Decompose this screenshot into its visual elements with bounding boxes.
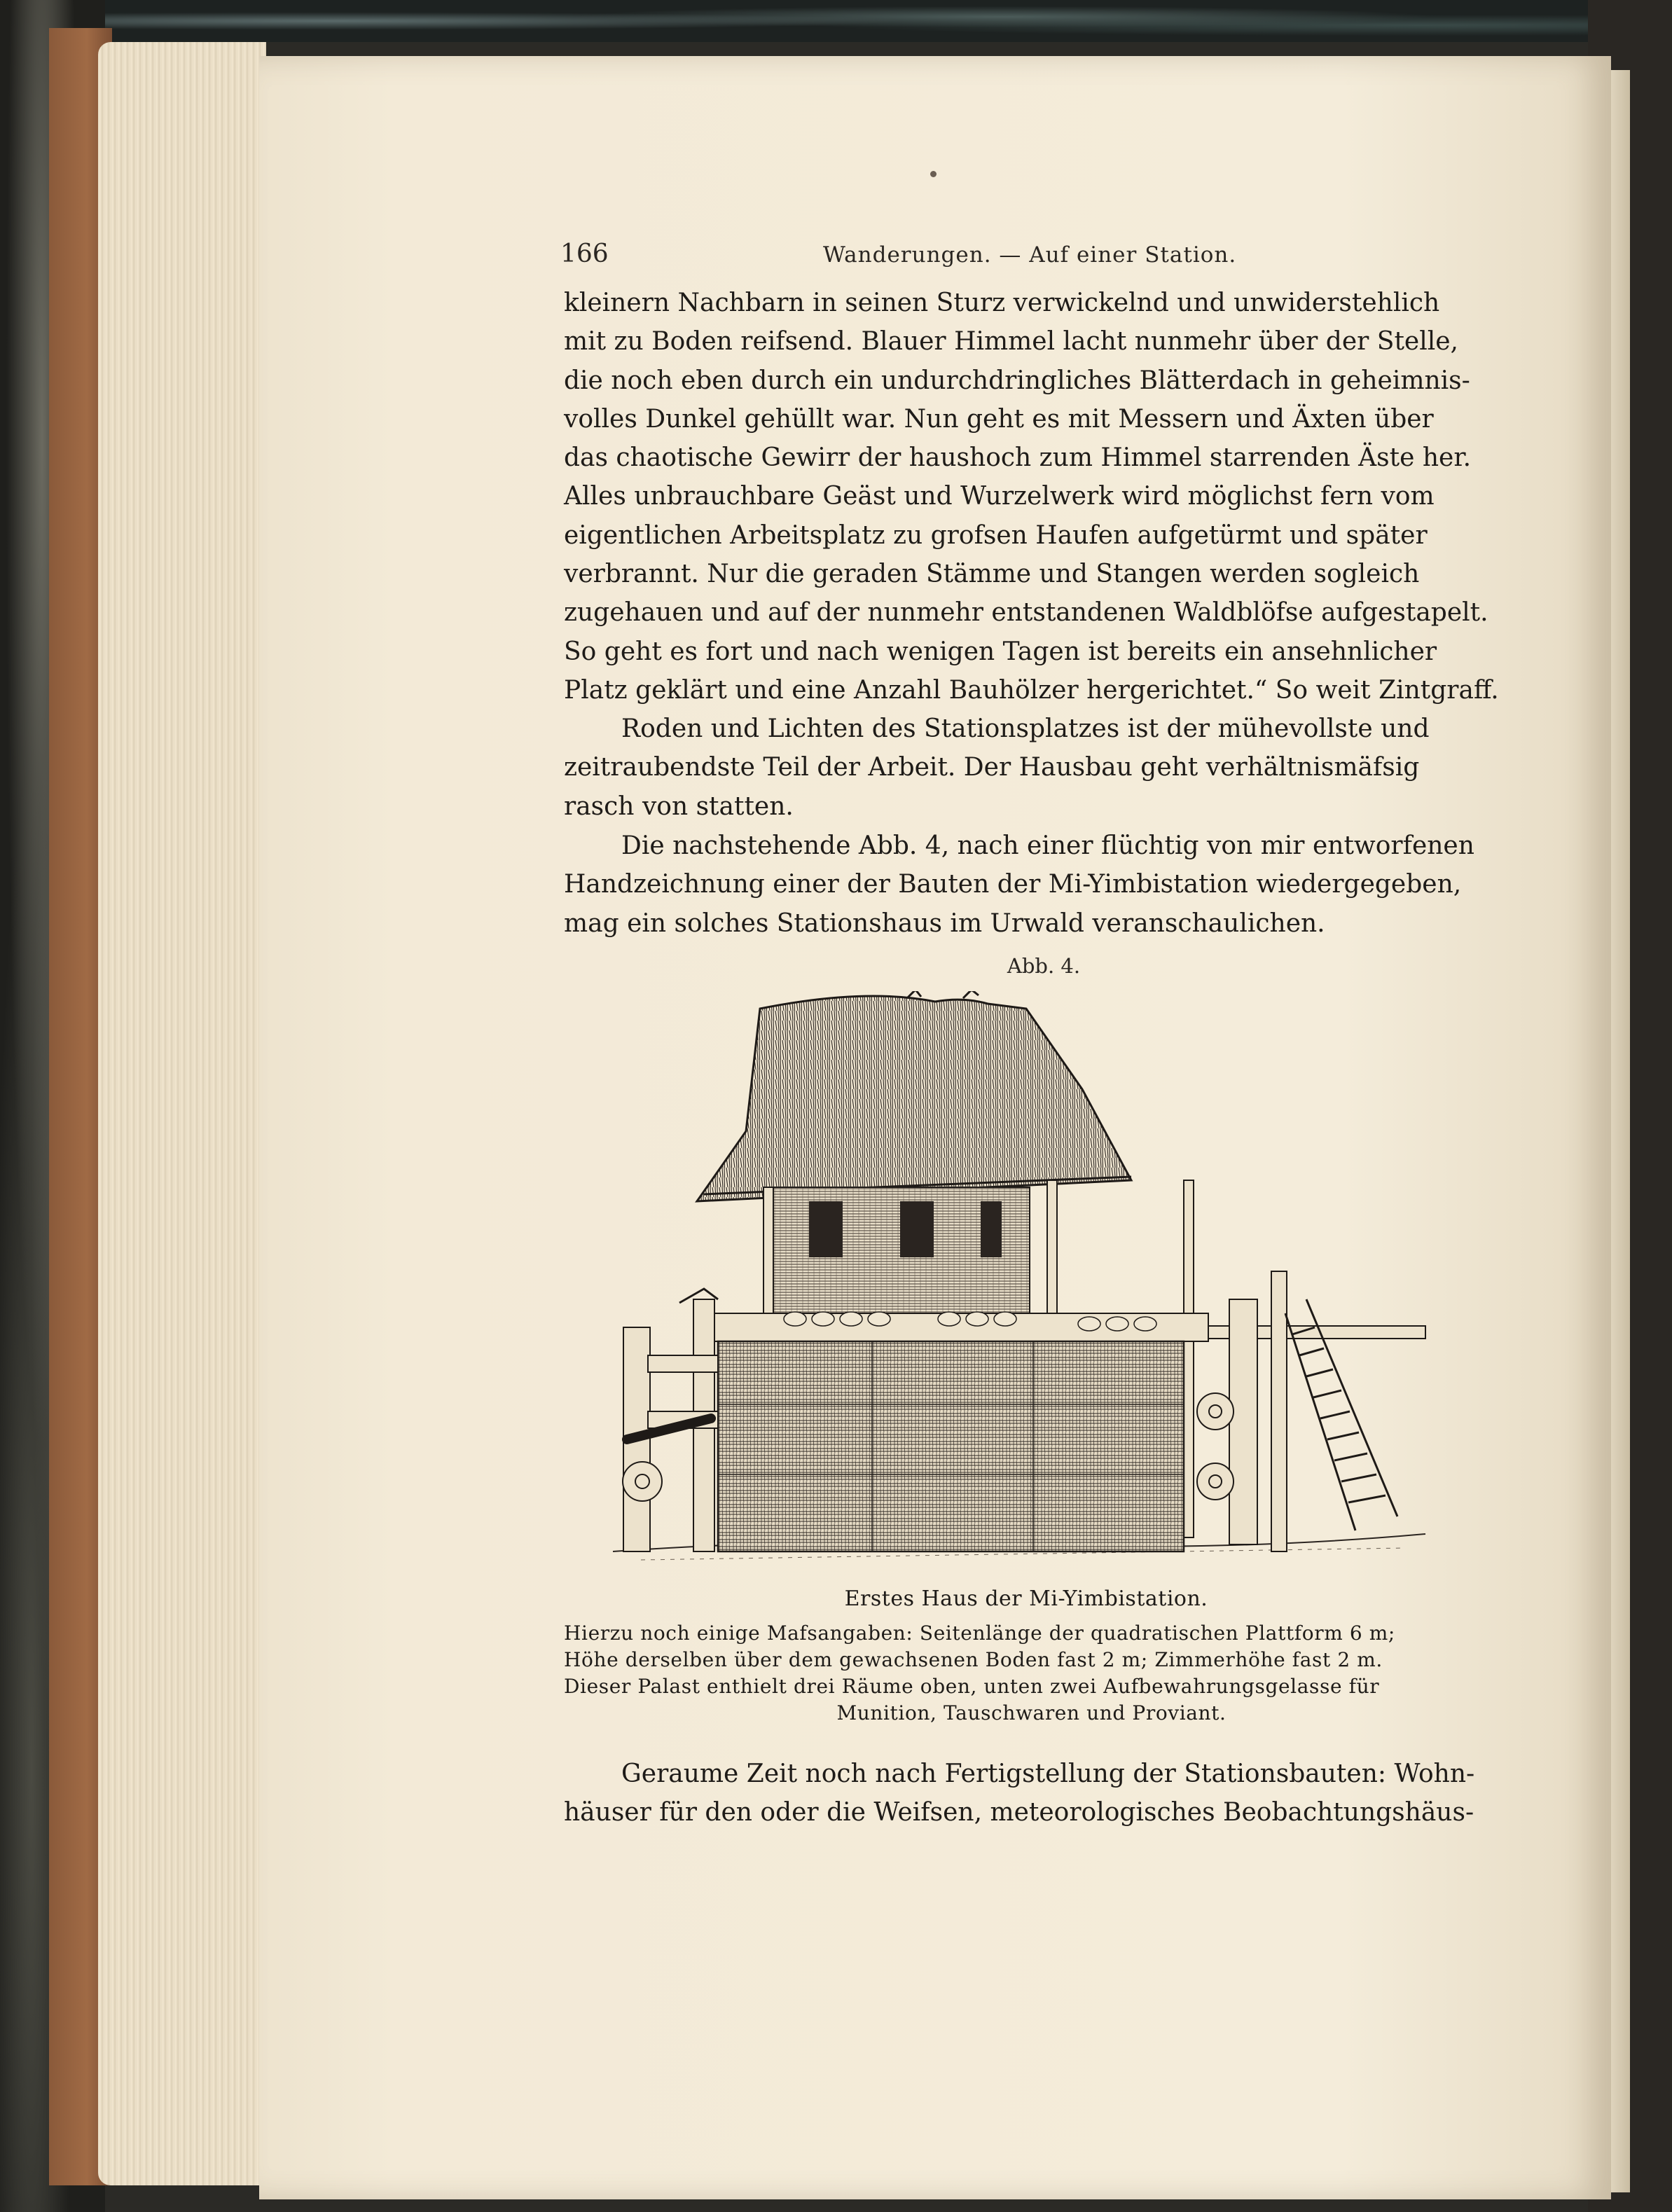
text-line: mit zu Boden reifsend. Blauer Himmel lacht nunmehr über der Stelle, <box>564 327 1458 357</box>
page-number: 166 <box>560 240 609 268</box>
text-line: das chaotische Gewirr der haushoch zum Himmel starrenden Äste her. <box>564 443 1472 473</box>
figure-label: Abb. 4. <box>1007 954 1081 978</box>
text-line: rasch von statten. <box>564 792 794 821</box>
text-line: Handzeichnung einer der Bauten der Mi-Yimbistation wiedergegeben, <box>564 870 1462 899</box>
text-line: zugehauen und auf der nunmehr entstandenen Waldblöfse aufgestapelt. <box>564 598 1488 628</box>
caption-line: Hierzu noch einige Mafsangaben: Seitenlänge der quadratischen Plattform 6 m; <box>564 1622 1395 1645</box>
figure-caption <box>564 1620 1499 1727</box>
text-line: volles Dunkel gehüllt war. Nun geht es mit Messern und Äxten über <box>564 404 1434 434</box>
page-stack-edges <box>98 42 266 2185</box>
text-line: die noch eben durch ein undurchdringliches Blätterdach in geheimnis- <box>564 366 1470 395</box>
caption-line: Höhe derselben über dem gewachsenen Boden fast 2 m; Zimmerhöhe fast 2 m. <box>564 1648 1383 1671</box>
text-line: Roden und Lichten des Stationsplatzes ist der mühevollste und <box>621 714 1430 743</box>
text-line: verbrannt. Nur die geraden Stämme und Stangen werden sogleich <box>564 560 1420 589</box>
text-line: Alles unbrauchbare Geäst und Wurzelwerk wird möglichst fern vom <box>564 482 1435 511</box>
book-cover-top <box>0 0 1672 42</box>
text-line: Die nachstehende Abb. 4, nach einer flüchtig von mir entworfenen <box>621 831 1474 860</box>
text-line: kleinern Nachbarn in seinen Sturz verwickelnd und unwiderstehlich <box>564 289 1440 317</box>
text-line: mag ein solches Stationshaus im Urwald veranschaulichen. <box>564 908 1325 938</box>
caption-line: Dieser Palast enthielt drei Räume oben, unten zwei Aufbewahrungsgelasse für <box>564 1675 1380 1698</box>
paragraph-2 <box>564 710 1499 826</box>
text-line: Platz geklärt und eine Anzahl Bauhölzer hergerichtet.“ So weit Zintgraff. <box>564 675 1499 705</box>
figure-caption-title: Erstes Haus der Mi-Yimbistation. <box>844 1587 1208 1611</box>
paragraph-3 <box>564 827 1499 943</box>
ink-spot <box>930 171 937 177</box>
text-line: häuser für den oder die Weifsen, meteorologisches Beobachtungshäus- <box>564 1798 1474 1827</box>
text-line: Geraume Zeit noch nach Fertigstellung der Stationsbauten: Wohn- <box>621 1760 1475 1788</box>
running-title: Wanderungen. — Auf einer Station. <box>823 242 1237 268</box>
caption-line: Munition, Tauschwaren und Proviant. <box>836 1701 1227 1724</box>
page-header <box>560 240 1243 270</box>
text-line: So geht es fort und nach wenigen Tagen ist bereits ein ansehnlicher <box>564 637 1437 666</box>
text-line: eigentlichen Arbeitsplatz zu grofsen Haufen aufgetürmt und später <box>564 520 1428 550</box>
paragraph-4 <box>564 1755 1499 1832</box>
text-line: zeitraubendste Teil der Arbeit. Der Hausbau geht verhältnismäfsig <box>564 753 1420 782</box>
paragraph-1 <box>564 284 1499 710</box>
hut-illustration <box>599 991 1439 1565</box>
